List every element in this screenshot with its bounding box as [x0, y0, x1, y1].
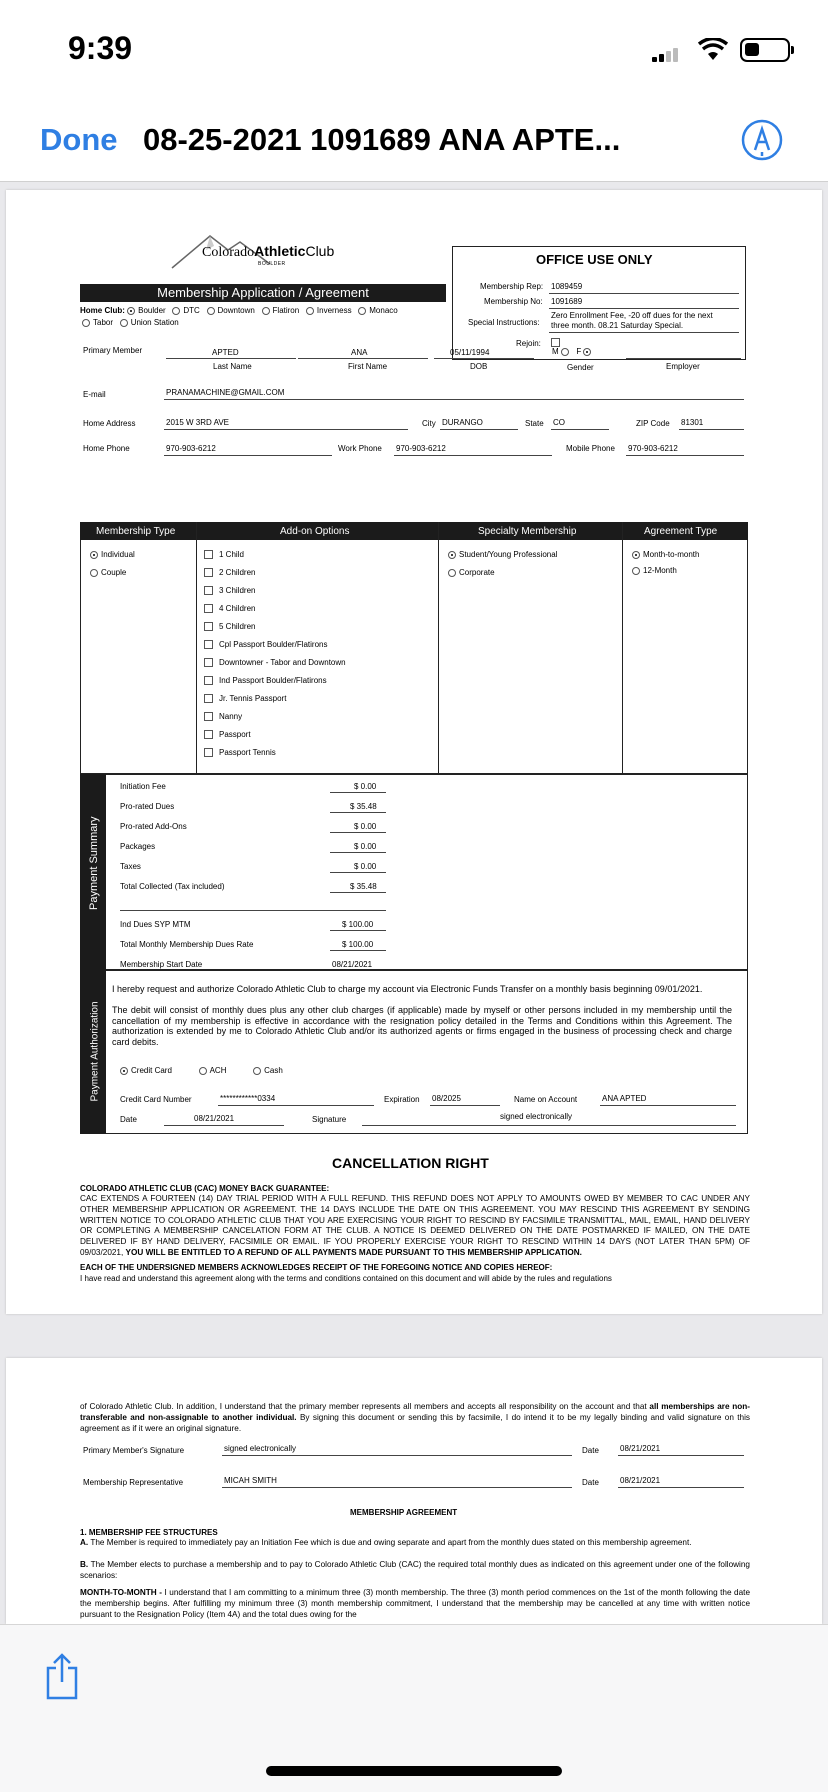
pm-signature-label: Primary Member's Signature [83, 1446, 185, 1455]
logo-subtitle: BOULDER [258, 261, 286, 267]
first-name-value: ANA [351, 348, 368, 357]
cancellation-sub: COLORADO ATHLETIC CLUB (CAC) MONEY BACK GUARANTEE: [80, 1184, 330, 1193]
primary-member-label: Primary Member [83, 346, 143, 355]
club-boulder-radio[interactable] [127, 307, 135, 315]
cancellation-ack: EACH OF THE UNDERSIGNED MEMBERS ACKNOWLEDGES RECEIPT OF THE FOREGOING NOTICE AND COPIES HEREOF: [80, 1263, 553, 1272]
markup-icon[interactable] [740, 118, 784, 162]
club-downtown-radio[interactable] [207, 307, 215, 315]
col-specialty: Specialty Membership [478, 526, 577, 537]
cc-value: ************0334 [220, 1094, 276, 1103]
ach-radio[interactable] [199, 1067, 207, 1075]
addon-9[interactable]: Jr. Tennis Passport [204, 694, 286, 703]
col-membership-type: Membership Type [96, 526, 176, 537]
gender-options: M F [552, 347, 594, 356]
auth-signature-value: signed electronically [500, 1112, 573, 1121]
ps-row-2-label: Pro-rated Add-Ons [120, 822, 187, 831]
specialty-student[interactable]: Student/Young Professional [448, 550, 557, 559]
clock: 9:39 [68, 30, 133, 66]
address-value: 2015 W 3RD AVE [166, 418, 229, 427]
ps-row-2-value: $ 0.00 [354, 822, 377, 831]
col-agreement-type: Agreement Type [644, 526, 718, 537]
state-value: CO [553, 418, 565, 427]
payment-auth-box [80, 970, 748, 1134]
battery-icon [740, 38, 790, 62]
ps-row-4-label: Taxes [120, 862, 141, 871]
pm-date-value: 08/21/2021 [620, 1444, 661, 1453]
rep-value: MICAH SMITH [224, 1476, 277, 1485]
ps-row-0-value: $ 0.00 [354, 782, 377, 791]
zip-label: ZIP Code [636, 419, 670, 428]
home-club-row-2: Tabor Union Station [82, 318, 179, 327]
col-addon-options: Add-on Options [280, 526, 350, 537]
document-title: 08-25-2021 1091689 ANA APTE... [143, 122, 621, 157]
dob-value: 05/11/1994 [450, 348, 490, 357]
state-label: State [525, 419, 544, 428]
ps-row-1-value: $ 35.48 [350, 802, 377, 811]
zip-value: 81301 [681, 418, 704, 427]
rep-date-value: 08/21/2021 [620, 1476, 661, 1485]
ps2-row-0-value: $ 100.00 [342, 920, 374, 929]
club-flatiron-radio[interactable] [262, 307, 270, 315]
ps-row-5-label: Total Collected (Tax included) [120, 882, 225, 891]
home-phone-label: Home Phone [83, 444, 130, 453]
form-heading: Membership Application / Agreement [80, 284, 446, 302]
mobile-phone-label: Mobile Phone [566, 444, 615, 453]
club-union-station-radio[interactable] [120, 319, 128, 327]
payment-summary-label: Payment Summary [88, 816, 100, 910]
cancellation-title: CANCELLATION RIGHT [332, 1155, 489, 1171]
section-1-title: 1. MEMBERSHIP FEE STRUCTURES [80, 1528, 218, 1537]
dob-label: DOB [470, 362, 488, 371]
special-instructions-label: Special Instructions: [468, 318, 540, 327]
page2-continuation: of Colorado Athletic Club. In addition, I understand that the primary member represents all members and accepts all responsibility on the account and that all memberships are non-transferable and non-assignable to another individual. By signing this document or sending this by facsimile, I do intend it to be my legally binding and valid signature on this agreement as if it were an original signature. [80, 1402, 750, 1433]
addon-3[interactable]: 3 Children [204, 586, 255, 595]
credit-card-radio[interactable] [120, 1067, 128, 1075]
section-1a: A. The Member is required to immediately pay an Initiation Fee which is due and owing separate and apart from the monthly dues stated on this membership agreement. [80, 1538, 692, 1547]
last-name-value: APTED [212, 348, 239, 357]
document-page-1 [6, 190, 822, 1314]
name-on-account-label: Name on Account [514, 1095, 578, 1104]
membership-no-label: Membership No: [484, 297, 543, 306]
club-tabor-radio[interactable] [82, 319, 90, 327]
membership-rep-label: Membership Rep: [480, 282, 544, 291]
email-label: E-mail [83, 390, 106, 399]
rejoin-checkbox[interactable] [551, 338, 560, 347]
cancellation-body: CAC EXTENDS A FOURTEEN (14) DAY TRIAL PERIOD WITH A FULL REFUND. THIS REFUND DOES NOT APPLY TO AMOUNTS OWED BY MEMBER TO CAC UNDER ANY OTHER MEMBERSHIP APPLICATION OR AGREEMENT. THE 14 DAYS INCLUDE THE DATE ON THIS AGREEMENT. YOU MAY RESCIND THIS AGREEMENT BY SENDING WRITTEN NOTICE TO COLORADO ATHLETIC CLUB THAT YOU ARE EXERCISING YOUR RIGHT TO RESCIND BY FACSIMILE TRANSMITTAL, MAIL, EMAIL, HAND DELIVERY OR COMPLETING A MEMBERSHIP CANCELATION FORM AT THE CLUB. A NOTICE IS DEEMED DELIVERED ON THE DATE POSTMARKED IF MAILED, ON THE DATE DELIVERED IF BY HAND DELIVERY, FACSIMILE OR EMAIL. IF YOU PROPERLY EXERCISE YOUR RIGHT TO RESCIND WITHIN 14 DAYS (NOT LATER THAN 5PM) OF 09/03/2021, YOU WILL BE ENTITLED TO A REFUND OF ALL PAYMENTS MADE PURSUANT TO THIS MEMBERSHIP APPLICATION. [80, 1194, 750, 1257]
ps-row-4-value: $ 0.00 [354, 862, 377, 871]
membership-rep-value: 1089459 [551, 282, 583, 291]
addon-11[interactable]: Passport [204, 730, 251, 739]
cash-radio[interactable] [253, 1067, 261, 1075]
section-1b: B. The Member elects to purchase a membership and to pay to Colorado Athletic Club (CAC) the required total monthly dues as indicated on this agreement under one of the following scenarios: [80, 1560, 750, 1580]
payment-auth-label: Payment Authorization [89, 1001, 101, 1102]
home-phone-value: 970-903-6212 [166, 444, 216, 453]
home-indicator [266, 1766, 562, 1776]
specialty-corporate[interactable]: Corporate [448, 568, 495, 577]
addon-5[interactable]: 5 Children [204, 622, 255, 631]
addon-1[interactable]: 1 Child [204, 550, 244, 559]
membership-couple[interactable]: Couple [90, 568, 126, 577]
document-page-2 [6, 1358, 822, 1624]
ps-row-5-value: $ 35.48 [350, 882, 377, 891]
rejoin-label: Rejoin: [516, 339, 541, 348]
ps-row-1-label: Pro-rated Dues [120, 802, 175, 811]
status-bar [0, 0, 828, 100]
pm-signature-value: signed electronically [224, 1444, 297, 1453]
addon-4[interactable]: 4 Children [204, 604, 255, 613]
auth-text-2: The debit will consist of monthly dues plus any other club charges (if applicable) made by myself or other persons included in my membership until the cancellation of my membership is effective in accordance with the resignation policy detailed in the Terms and Conditions within this Agreement. The authorization is extended by me to Colorado Athletic Club and/or its authorized agents or firms engaged in the business of processing check and charge card debits. [112, 1005, 732, 1047]
work-phone-label: Work Phone [338, 444, 382, 453]
ps-row-3-label: Packages [120, 842, 156, 851]
mobile-phone-value: 970-903-6212 [628, 444, 678, 453]
logo-wordmark: ColoradoAthleticClub [202, 243, 335, 260]
club-dtc-radio[interactable] [172, 307, 180, 315]
gender-label: Gender [567, 363, 594, 372]
share-icon[interactable] [42, 1652, 82, 1700]
signal-icon [652, 48, 682, 62]
ps2-row-0-label: Ind Dues SYP MTM [120, 920, 191, 929]
individual-radio[interactable] [90, 551, 98, 559]
agreement-title: MEMBERSHIP AGREEMENT [350, 1508, 458, 1517]
agreement-mtm[interactable]: Month-to-month [632, 550, 699, 559]
club-monaco-radio[interactable] [358, 307, 366, 315]
auth-date-value: 08/21/2021 [194, 1114, 235, 1123]
office-use-title: OFFICE USE ONLY [536, 252, 653, 267]
email-value: PRANAMACHINE@GMAIL.COM [166, 388, 285, 397]
work-phone-value: 970-903-6212 [396, 444, 446, 453]
couple-radio[interactable] [90, 569, 98, 577]
membership-no-value: 1091689 [551, 297, 583, 306]
gender-m-radio[interactable] [561, 348, 569, 356]
membership-individual[interactable]: Individual [90, 550, 135, 559]
student-radio[interactable] [448, 551, 456, 559]
ps-row-3-value: $ 0.00 [354, 842, 377, 851]
auth-date-label: Date [120, 1115, 137, 1124]
name-on-account-value: ANA APTED [602, 1094, 647, 1103]
addon-6[interactable]: Cpl Passport Boulder/Flatirons [204, 640, 328, 649]
exp-value: 08/2025 [432, 1094, 461, 1103]
wifi-icon [698, 38, 728, 62]
city-value: DURANGO [442, 418, 483, 427]
address-label: Home Address [83, 419, 136, 428]
exp-label: Expiration [384, 1095, 420, 1104]
employer-label: Employer [666, 362, 700, 371]
rep-label: Membership Representative [83, 1478, 184, 1487]
cancellation-ack-text: I have read and understand this agreement along with the terms and conditions contained on this document and will abide by the rules and regulations [80, 1274, 612, 1283]
addon-12[interactable]: Passport Tennis [204, 748, 276, 757]
last-name-label: Last Name [213, 362, 252, 371]
addon-10[interactable]: Nanny [204, 712, 242, 721]
auth-method-row: Credit Card ACH Cash [120, 1066, 283, 1075]
ps2-row-1-label: Total Monthly Membership Dues Rate [120, 940, 254, 949]
twelve-month-radio[interactable] [632, 567, 640, 575]
ps2-row-1-value: $ 100.00 [342, 940, 374, 949]
first-name-label: First Name [348, 362, 388, 371]
gender-f-radio[interactable] [583, 348, 591, 356]
ps2-row-2-label: Membership Start Date [120, 960, 203, 969]
ps-row-0-label: Initiation Fee [120, 782, 166, 791]
club-inverness-radio[interactable] [306, 307, 314, 315]
special-instructions-line2: three month. 08.21 Saturday Special. [551, 321, 684, 330]
pm-date-label: Date [582, 1446, 599, 1455]
auth-signature-label: Signature [312, 1115, 347, 1124]
city-label: City [422, 419, 436, 428]
agreement-12[interactable]: 12-Month [632, 566, 677, 575]
done-button[interactable]: Done [40, 122, 118, 157]
addon-2[interactable]: 2 Children [204, 568, 255, 577]
options-table [80, 522, 748, 774]
auth-text-1: I hereby request and authorize Colorado Athletic Club to charge my account via Electronic Funds Transfer on a monthly basis beginning 09/01/2021. [112, 984, 703, 994]
corporate-radio[interactable] [448, 569, 456, 577]
rep-date-label: Date [582, 1478, 599, 1487]
addon-8[interactable]: Ind Passport Boulder/Flatirons [204, 676, 327, 685]
special-instructions-line1: Zero Enrollment Fee, -20 off dues for the next [551, 311, 713, 320]
home-club-row: Home Club: Boulder DTC Downtown Flatiron Inverness Monaco [80, 306, 398, 315]
ps2-row-2-value: 08/21/2021 [332, 960, 373, 969]
month-to-month-terms: MONTH-TO-MONTH - I understand that I am committing to a minimum three (3) month membership. The three (3) month period commences on the 1st of the month following the date the membership begins. After fulfilling my minimum three (3) month membership commitment, I understand that the membership may be cancelled at any time with written notice pursuant to the Resignation Policy (Item 4A) and the total dues owing for the [80, 1588, 750, 1619]
month-to-month-radio[interactable] [632, 551, 640, 559]
cc-label: Credit Card Number [120, 1095, 192, 1104]
addon-7[interactable]: Downtowner - Tabor and Downtown [204, 658, 346, 667]
